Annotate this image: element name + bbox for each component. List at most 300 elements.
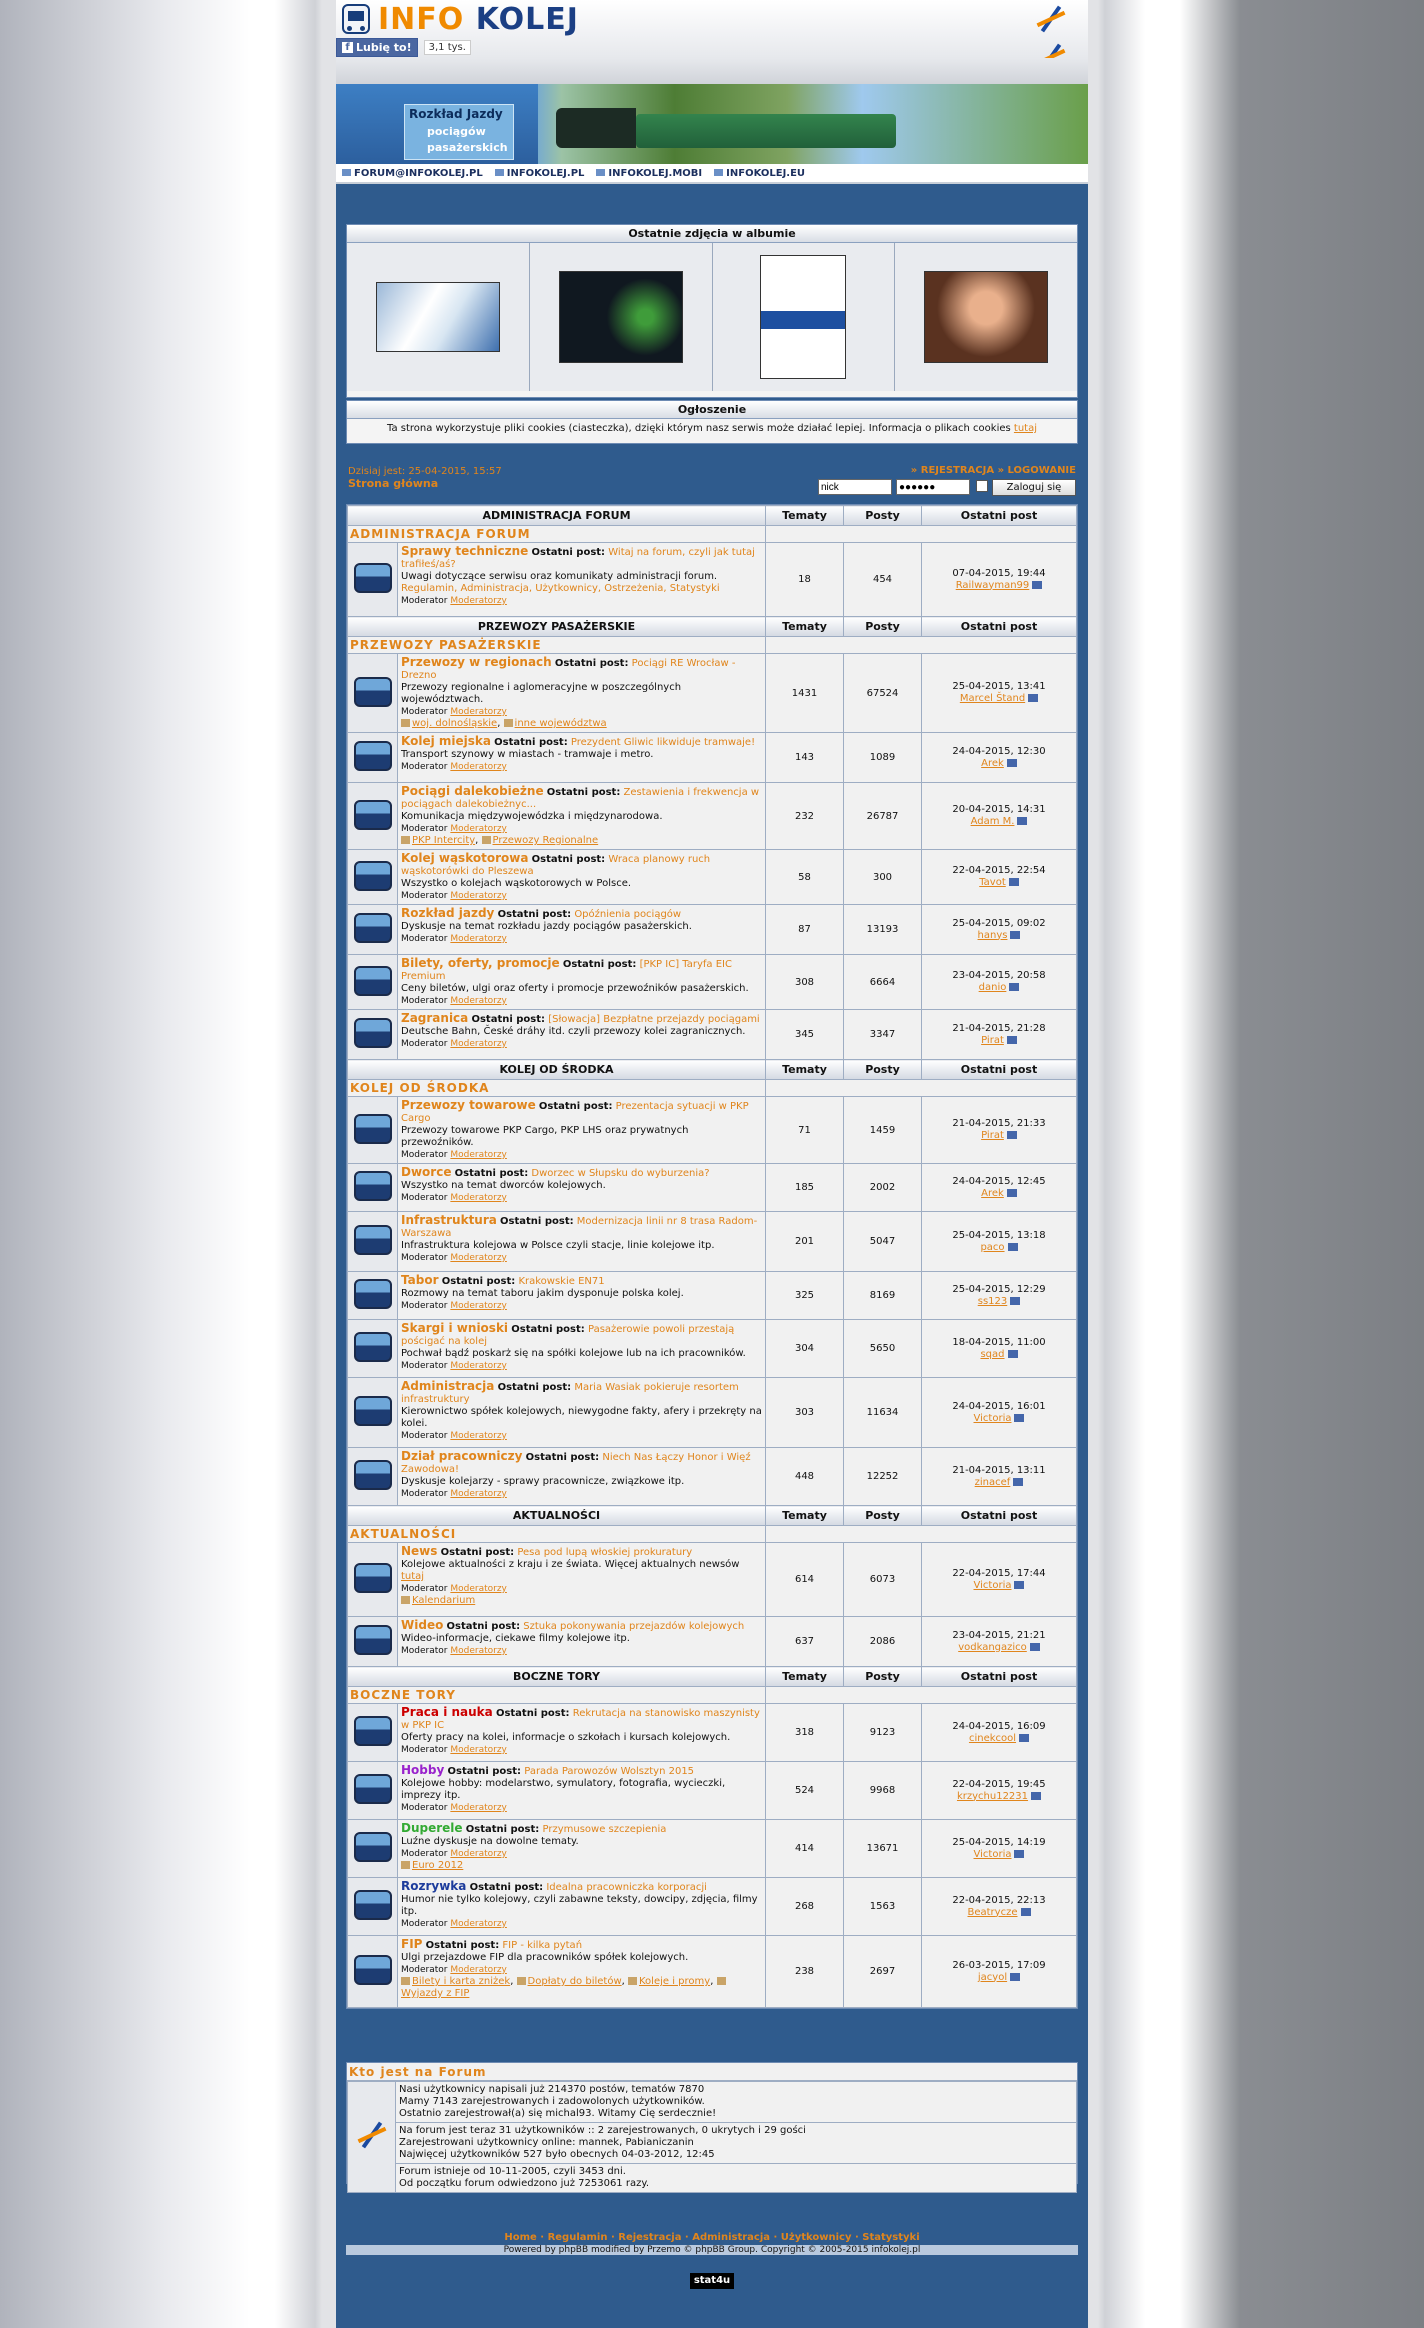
moderators-link[interactable]: Moderatorzy bbox=[450, 762, 507, 772]
goto-last-post-icon[interactable] bbox=[1008, 1243, 1018, 1251]
last-post-user[interactable]: krzychu12231 bbox=[956, 1790, 1029, 1802]
topics-count: 185 bbox=[766, 1164, 844, 1212]
subforum-link[interactable]: Wyjazdy z FIP bbox=[401, 1988, 470, 1999]
goto-last-post-icon[interactable] bbox=[1019, 1734, 1029, 1742]
last-post-topic[interactable]: Krakowskie EN71 bbox=[518, 1276, 605, 1287]
section-header[interactable]: BOCZNE TORY bbox=[348, 1667, 766, 1687]
forum-desc-cell: Przewozy w regionach Ostatni post: Pociągi RE Wrocław - Drezno Przewozy regionalne i aglomeracyjne w poszczególnych województwach. Moderator Moderatorzy woj. dolnośląskie, inne województwa bbox=[398, 654, 766, 733]
col-posts: Posty bbox=[844, 617, 922, 637]
moderators-link[interactable]: Moderatorzy bbox=[450, 824, 507, 834]
stat4u-badge[interactable]: stat4u bbox=[690, 2273, 734, 2289]
forum-icon-cell bbox=[348, 1272, 398, 1320]
moderators-link[interactable]: Moderatorzy bbox=[450, 1584, 507, 1594]
announcement-title: Ogłoszenie bbox=[347, 401, 1077, 419]
last-post-topic[interactable]: Przymusowe szczepienia bbox=[542, 1824, 667, 1835]
moderators-link[interactable]: Moderatorzy bbox=[450, 1039, 507, 1049]
goto-last-post-icon[interactable] bbox=[1014, 1414, 1024, 1422]
last-post-date: 25-04-2015, 13:18 bbox=[952, 1229, 1046, 1241]
last-post-topic[interactable]: Parada Parowozów Wolsztyn 2015 bbox=[524, 1766, 695, 1777]
who-table bbox=[347, 2081, 1077, 2193]
forum-icon-cell bbox=[348, 905, 398, 955]
logo-text-kolej: KOLEJ bbox=[475, 1, 579, 37]
goto-last-post-icon[interactable] bbox=[1032, 581, 1042, 589]
site-header bbox=[336, 0, 1088, 84]
forum-name[interactable]: Pociągi dalekobieżne bbox=[401, 784, 544, 798]
col-posts: Posty bbox=[844, 506, 922, 526]
last-post-user[interactable]: vodkangazico bbox=[958, 1641, 1027, 1653]
last-post-cell bbox=[922, 1164, 1077, 1212]
forum-description-text: Infrastruktura kolejowa w Polsce czyli stacje, linie kolejowe itp. bbox=[401, 1240, 715, 1251]
forum-icon-cell bbox=[348, 1448, 398, 1506]
last-post-user[interactable]: Tavot bbox=[979, 877, 1006, 888]
forum-description-text: Uwagi dotyczące serwisu oraz komunikaty administracji forum. bbox=[401, 571, 718, 582]
link-infokolej-pl[interactable]: INFOKOLEJ.PL bbox=[495, 168, 585, 179]
moderators-link[interactable]: Moderatorzy bbox=[450, 1489, 507, 1499]
forum-name[interactable]: Dział pracowniczy bbox=[401, 1449, 523, 1463]
forum-description-text: Wideo-informacje, ciekawe filmy kolejowe itp. bbox=[401, 1633, 630, 1644]
forum-name[interactable]: Przewozy w regionach bbox=[401, 655, 552, 669]
goto-last-post-icon[interactable] bbox=[1013, 1478, 1023, 1486]
topics-count: 87 bbox=[766, 905, 844, 955]
posts-count: 1563 bbox=[844, 1878, 922, 1936]
page-wrapper bbox=[336, 0, 1088, 2328]
topics-count: 637 bbox=[766, 1617, 844, 1667]
register-link[interactable]: » REJESTRACJA bbox=[910, 465, 995, 476]
forum-description-text: Przewozy regionalne i aglomeracyjne w poszczególnych województwach. bbox=[401, 682, 682, 705]
facebook-like-button[interactable] bbox=[336, 38, 418, 57]
last-post-user[interactable]: Pirat bbox=[981, 1034, 1004, 1046]
forum-train-icon bbox=[354, 1114, 392, 1144]
forum-train-icon bbox=[354, 677, 392, 707]
forum-desc-cell: FIP Ostatni post: FIP - kilka pytań Ulgi przejazdowe FIP dla pracowników spółek kolejowych. Moderator Moderatorzy Bilety i karta zniżek, Dopłaty do biletów, Koleje i promy, Wyjazdy z FIP bbox=[398, 1936, 766, 2008]
last-post-topic[interactable]: Dworzec w Słupsku do wyburzenia? bbox=[531, 1168, 710, 1179]
goto-last-post-icon[interactable] bbox=[1007, 1036, 1017, 1044]
moderators-link[interactable]: Moderatorzy bbox=[450, 1253, 507, 1263]
moderator-label: Moderator bbox=[401, 1431, 448, 1441]
last-post-user[interactable]: Victoria bbox=[973, 1848, 1012, 1860]
last-post-label: Ostatni post: bbox=[525, 1452, 600, 1463]
link-infokolej-eu[interactable]: INFOKOLEJ.EU bbox=[714, 168, 805, 179]
last-post-label: Ostatni post: bbox=[441, 1276, 516, 1287]
forum-train-icon bbox=[354, 1396, 392, 1426]
goto-last-post-icon[interactable] bbox=[1028, 694, 1038, 702]
forum-description-text: Kierownictwo spółek kolejowych, niewygodne fakty, afery i przekręty na kolei. bbox=[401, 1406, 762, 1429]
forum-description-text: Kolejowe hobby: modelarstwo, symulatory, fotografia, wycieczki, imprezy itp. bbox=[401, 1778, 726, 1801]
steam-train-image bbox=[636, 114, 896, 148]
facebook-like[interactable] bbox=[336, 38, 471, 56]
album-panel bbox=[346, 224, 1078, 398]
last-post-topic[interactable]: Sztuka pokonywania przejazdów kolejowych bbox=[523, 1621, 745, 1632]
forum-name[interactable]: Infrastruktura bbox=[401, 1213, 497, 1227]
moderators-link[interactable]: Moderatorzy bbox=[450, 1849, 507, 1859]
album-cell[interactable] bbox=[895, 243, 1077, 391]
moderator-label: Moderator bbox=[401, 1646, 448, 1656]
forum-icon-cell bbox=[348, 1212, 398, 1272]
last-post-label: Ostatni post: bbox=[511, 1324, 585, 1335]
footer bbox=[346, 2232, 1078, 2289]
last-post-cell bbox=[922, 543, 1077, 617]
album-title: Ostatnie zdjęcia w albumie bbox=[347, 225, 1077, 243]
topics-count: 18 bbox=[766, 543, 844, 617]
goto-last-post-icon[interactable] bbox=[1010, 1297, 1020, 1305]
timetable-banner[interactable] bbox=[336, 84, 1088, 164]
forum-name[interactable]: Praca i nauka bbox=[401, 1705, 493, 1719]
last-post-topic[interactable]: Witaj na forum, czyli jak tutaj trafiłeś/aś? bbox=[401, 547, 755, 570]
footer-links[interactable]: Home · Regulamin · Rejestracja · Administracja · Użytkownicy · Statystyki bbox=[504, 2232, 920, 2243]
forum-desc-cell bbox=[398, 955, 766, 1010]
topics-count: 318 bbox=[766, 1704, 844, 1762]
last-post-topic[interactable]: Prezentacja sytuacji w PKP Cargo bbox=[401, 1101, 749, 1124]
goto-last-post-icon[interactable] bbox=[1007, 759, 1017, 767]
moderator-label: Moderator bbox=[401, 762, 448, 772]
last-post-date: 25-04-2015, 12:29 bbox=[952, 1283, 1046, 1295]
col-last-post: Ostatni post bbox=[922, 506, 1077, 526]
section-header[interactable]: KOLEJ OD ŚRODKA bbox=[348, 1060, 766, 1080]
last-post-user[interactable]: Pirat bbox=[981, 1130, 1004, 1141]
forum-name[interactable]: Administracja bbox=[401, 1379, 495, 1393]
last-post-date: 21-04-2015, 21:28 bbox=[952, 1022, 1046, 1034]
goto-last-post-icon[interactable] bbox=[1010, 1973, 1020, 1981]
subforum-link[interactable]: Przewozy Regionalne bbox=[492, 835, 599, 846]
moderator-label: Moderator bbox=[401, 1301, 448, 1311]
last-post-user[interactable]: Victoria bbox=[973, 1412, 1012, 1424]
last-post-cell bbox=[922, 1543, 1077, 1617]
forum-description bbox=[401, 1952, 762, 1964]
category-title[interactable]: ADMINISTRACJA FORUM bbox=[348, 526, 766, 543]
forum-desc-cell bbox=[398, 1543, 766, 1617]
forum-description-text: Przewozy towarowe PKP Cargo, PKP LHS oraz prywatnych przewoźników. bbox=[401, 1125, 689, 1148]
forum-desc-cell bbox=[398, 850, 766, 905]
section-header[interactable]: PRZEWOZY PASAŻERSKIE bbox=[348, 617, 766, 637]
last-post-label: Ostatni post: bbox=[497, 1382, 572, 1393]
goto-last-post-icon[interactable] bbox=[1009, 983, 1019, 991]
who-title: Kto jest na Forum bbox=[347, 2063, 1077, 2081]
moderators-link[interactable]: Moderatorzy bbox=[450, 1745, 507, 1755]
last-post-date: 22-04-2015, 22:54 bbox=[952, 865, 1046, 876]
col-last-post: Ostatni post bbox=[922, 1667, 1077, 1687]
forum-name[interactable]: Skargi i wnioski bbox=[401, 1321, 509, 1335]
last-post-cell bbox=[922, 1617, 1077, 1667]
last-post-topic[interactable]: Rekrutacja na stanowisko maszynisty w PKP IC bbox=[401, 1708, 760, 1731]
banner-timetable-box bbox=[404, 104, 514, 160]
last-post-user[interactable]: cinekcool bbox=[968, 1732, 1017, 1744]
last-post-label: Ostatni post: bbox=[425, 1940, 500, 1951]
forum-train-icon bbox=[354, 861, 392, 891]
forum-row bbox=[348, 1320, 1077, 1378]
forum-icon-cell bbox=[348, 543, 398, 617]
last-post-cell bbox=[922, 733, 1077, 783]
posts-count: 2697 bbox=[844, 1936, 922, 2008]
subforum-link[interactable]: Euro 2012 bbox=[412, 1860, 464, 1871]
forum-name[interactable]: Dworce bbox=[401, 1165, 452, 1179]
last-post-topic[interactable]: Maria Wasiak pokieruje resortem infrastruktury bbox=[401, 1382, 739, 1405]
col-posts: Posty bbox=[844, 1506, 922, 1526]
last-post-cell bbox=[922, 850, 1077, 905]
forum-description bbox=[401, 1180, 762, 1192]
forum-description bbox=[401, 1406, 762, 1430]
forum-name[interactable]: News bbox=[401, 1544, 438, 1558]
moderators-link[interactable]: Moderatorzy bbox=[450, 1193, 507, 1203]
moderators-link[interactable]: Moderatorzy bbox=[450, 596, 507, 606]
last-post-label: Ostatni post: bbox=[454, 1168, 529, 1179]
login-row bbox=[346, 466, 1078, 506]
site-logo[interactable] bbox=[342, 2, 579, 36]
col-last-post: Ostatni post bbox=[922, 1506, 1077, 1526]
last-post-cell bbox=[922, 1212, 1077, 1272]
goto-last-post-icon[interactable] bbox=[1014, 1850, 1024, 1858]
last-post-user[interactable]: zinacef bbox=[974, 1476, 1011, 1488]
last-post-user[interactable]: danio bbox=[978, 982, 1007, 993]
forum-extra-links[interactable]: Regulamin, Administracja, Użytkownicy, Ostrzeżenia, Statystyki bbox=[401, 583, 720, 594]
last-post-topic[interactable]: Wraca planowy ruch wąskotorówki do Pleszewa bbox=[401, 854, 711, 877]
forum-description bbox=[401, 878, 762, 890]
forum-desc-cell bbox=[398, 1617, 766, 1667]
last-post-user[interactable]: sqad bbox=[980, 1348, 1005, 1360]
album-thumb-cab[interactable] bbox=[559, 271, 683, 363]
forum-icon-cell bbox=[348, 1936, 398, 2008]
announcement-body: Ta strona wykorzystuje pliki cookies (ciasteczka), dzięki którym nasz serwis może działać lepiej. Informacja o plikach cookies bbox=[386, 423, 1011, 434]
topics-count: 524 bbox=[766, 1762, 844, 1820]
posts-count: 5047 bbox=[844, 1212, 922, 1272]
goto-last-post-icon[interactable] bbox=[1030, 1643, 1040, 1651]
moderators-link[interactable]: Moderatorzy bbox=[450, 707, 507, 717]
last-post-topic[interactable]: Zestawienia i frekwencja w pociągach dalekobieżnyc... bbox=[401, 787, 760, 810]
forum-name[interactable]: Rozrywka bbox=[401, 1879, 467, 1893]
album-thumb-person[interactable] bbox=[924, 271, 1048, 363]
last-post-user[interactable]: Marcel Štand bbox=[959, 693, 1026, 704]
moderators-link[interactable]: Moderatorzy bbox=[450, 1150, 507, 1160]
link-infokolej-mobi[interactable]: INFOKOLEJ.MOBI bbox=[596, 168, 702, 179]
last-post-cell bbox=[922, 1936, 1077, 2008]
last-post-cell bbox=[922, 1762, 1077, 1820]
last-post-date: 26-03-2015, 17:09 bbox=[952, 1959, 1046, 1971]
forum-name[interactable]: Zagranica bbox=[401, 1011, 469, 1025]
forum-row bbox=[348, 1617, 1077, 1667]
last-post-topic[interactable]: Opóźnienia pociągów bbox=[574, 909, 682, 920]
moderator-label: Moderator bbox=[401, 891, 448, 901]
forum-icon-cell bbox=[348, 1378, 398, 1448]
moderator-label: Moderator bbox=[401, 1919, 448, 1929]
forum-name[interactable]: Kolej wąskotorowa bbox=[401, 851, 529, 865]
album-thumb-train[interactable] bbox=[376, 282, 500, 352]
last-post-topic[interactable]: [PKP IC] Taryfa EIC Premium bbox=[401, 959, 732, 982]
goto-last-post-icon[interactable] bbox=[1007, 1131, 1017, 1139]
forum-description-text: Humor nie tylko kolejowy, czyli zabawne teksty, dowcipy, zdjęcia, filmy itp. bbox=[401, 1894, 758, 1917]
last-post-user[interactable]: jacyol bbox=[977, 1971, 1008, 1983]
posts-count: 454 bbox=[844, 543, 922, 617]
moderators-link[interactable]: Moderatorzy bbox=[450, 1301, 507, 1311]
topics-count: 303 bbox=[766, 1378, 844, 1448]
last-post-user[interactable]: Adam M. bbox=[970, 816, 1015, 827]
login-button[interactable]: Zaloguj się bbox=[992, 479, 1076, 496]
subforum-link[interactable]: inne województwa bbox=[514, 718, 607, 729]
forum-name[interactable]: Sprawy techniczne bbox=[401, 544, 529, 558]
moderators-link[interactable]: Moderatorzy bbox=[450, 1965, 507, 1975]
category-title[interactable]: KOLEJ OD ŚRODKA bbox=[348, 1080, 766, 1097]
category-title[interactable]: AKTUALNOŚCI bbox=[348, 1526, 766, 1543]
last-post-user[interactable]: ss123 bbox=[977, 1295, 1008, 1307]
forum-train-icon bbox=[354, 1460, 392, 1490]
last-post-label: Ostatni post: bbox=[554, 658, 629, 669]
last-post-date: 07-04-2015, 19:44 bbox=[952, 567, 1046, 579]
forum-description bbox=[401, 1125, 762, 1149]
like-label: Lubię to! bbox=[356, 40, 412, 54]
login-link[interactable]: » LOGOWANIE bbox=[997, 465, 1076, 476]
last-post-topic[interactable]: Pociągi RE Wrocław - Drezno bbox=[401, 658, 736, 681]
goto-last-post-icon[interactable] bbox=[1031, 1792, 1041, 1800]
moderators-link[interactable]: Moderatorzy bbox=[450, 1803, 507, 1813]
moderators-link[interactable]: Moderatorzy bbox=[450, 1361, 507, 1371]
moderator-label: Moderator bbox=[401, 1745, 448, 1755]
topics-count: 71 bbox=[766, 1097, 844, 1164]
forum-row bbox=[348, 1097, 1077, 1164]
forum-name[interactable]: Duperele bbox=[401, 1821, 463, 1835]
forum-name[interactable]: Hobby bbox=[401, 1763, 445, 1777]
album-cell[interactable] bbox=[530, 243, 713, 391]
forum-description bbox=[401, 571, 762, 583]
goto-last-post-icon[interactable] bbox=[1017, 817, 1027, 825]
subforum-link[interactable]: Dopłaty do biletów bbox=[527, 1976, 622, 1987]
cookies-link[interactable]: tutaj bbox=[1013, 423, 1038, 434]
subforum-icon bbox=[628, 1977, 637, 1985]
topics-count: 614 bbox=[766, 1543, 844, 1617]
link-forum-email[interactable]: FORUM@INFOKOLEJ.PL bbox=[342, 168, 483, 179]
last-post-user[interactable]: Railwayman99 bbox=[955, 579, 1030, 591]
goto-last-post-icon[interactable] bbox=[1010, 931, 1020, 939]
goto-last-post-icon[interactable] bbox=[1009, 878, 1019, 886]
moderators-link[interactable]: Moderatorzy bbox=[450, 1919, 507, 1929]
last-post-topic[interactable]: Pasażerowie powoli przestają pościgać na kolej bbox=[401, 1324, 735, 1347]
forum-name[interactable]: Przewozy towarowe bbox=[401, 1098, 536, 1112]
moderator-label: Moderator bbox=[401, 1193, 448, 1203]
forum-desc-cell bbox=[398, 733, 766, 783]
forum-description bbox=[401, 749, 762, 761]
moderators-link[interactable]: Moderatorzy bbox=[450, 934, 507, 944]
goto-last-post-icon[interactable] bbox=[1007, 1189, 1017, 1197]
last-post-user[interactable]: Victoria bbox=[973, 1579, 1012, 1591]
logo-text-info: INFO bbox=[378, 1, 465, 37]
last-post-topic[interactable]: Idealna pracowniczka korporacji bbox=[546, 1882, 707, 1893]
moderators-link[interactable]: Moderatorzy bbox=[450, 1431, 507, 1441]
category-title[interactable]: BOCZNE TORY bbox=[348, 1687, 766, 1704]
moderators-link[interactable]: Moderatorzy bbox=[450, 996, 507, 1006]
goto-last-post-icon[interactable] bbox=[1014, 1581, 1024, 1589]
forum-row bbox=[348, 1543, 1077, 1617]
moderators-link[interactable]: Moderatorzy bbox=[450, 1646, 507, 1656]
home-link[interactable]: Strona główna bbox=[348, 477, 439, 490]
section-header[interactable]: AKTUALNOŚCI bbox=[348, 1506, 766, 1526]
subforum-link[interactable]: Bilety i karta zniżek bbox=[412, 1976, 511, 1987]
forum-row bbox=[348, 1378, 1077, 1448]
posts-count: 13671 bbox=[844, 1820, 922, 1878]
topics-count: 345 bbox=[766, 1010, 844, 1060]
goto-last-post-icon[interactable] bbox=[1008, 1350, 1018, 1358]
last-post-cell bbox=[922, 1097, 1077, 1164]
last-post-date: 24-04-2015, 16:01 bbox=[952, 1400, 1046, 1412]
like-count: 3,1 tys. bbox=[424, 40, 471, 55]
last-post-date: 24-04-2015, 12:45 bbox=[952, 1175, 1046, 1187]
subforum-link[interactable]: Koleje i promy bbox=[638, 1976, 711, 1987]
subforum-icon bbox=[717, 1977, 726, 1985]
last-post-label: Ostatni post: bbox=[494, 737, 568, 748]
forum-name[interactable]: FIP bbox=[401, 1937, 423, 1951]
last-post-topic[interactable]: Pesa pod lupą włoskiej prokuratury bbox=[517, 1547, 693, 1558]
goto-last-post-icon[interactable] bbox=[1021, 1908, 1031, 1916]
forum-icon-cell bbox=[348, 1010, 398, 1060]
banner-title: Rozkład Jazdy bbox=[409, 107, 503, 121]
forum-name[interactable]: Rozkład jazdy bbox=[401, 906, 495, 920]
album-cell[interactable] bbox=[713, 243, 896, 391]
subforum-link[interactable]: PKP Intercity bbox=[412, 835, 476, 846]
forum-desc-cell bbox=[398, 1820, 766, 1878]
forum-icon-cell bbox=[348, 1878, 398, 1936]
forum-description bbox=[401, 1348, 762, 1360]
pkp-cross-icon bbox=[1036, 4, 1066, 34]
forum-name[interactable]: Kolej miejska bbox=[401, 734, 491, 748]
forum-train-icon bbox=[354, 1774, 392, 1804]
forum-name[interactable]: Wideo bbox=[401, 1618, 444, 1632]
password-input[interactable] bbox=[896, 479, 970, 495]
who-online-now: Na forum jest teraz 31 użytkowników :: 2 zarejestrowanych, 0 ukrytych i 29 gości bbox=[399, 2125, 806, 2136]
last-post-topic[interactable]: Modernizacja linii nr 8 trasa Radom-Warszawa bbox=[401, 1216, 758, 1239]
forum-train-icon bbox=[354, 966, 392, 996]
autologin-checkbox[interactable] bbox=[976, 480, 988, 492]
last-post-cell bbox=[922, 905, 1077, 955]
moderator-label: Moderator bbox=[401, 1489, 448, 1499]
last-post-user[interactable]: Beatrycze bbox=[967, 1906, 1018, 1918]
last-post-topic[interactable]: [Słowacja] Bezpłatne przejazdy pociągami bbox=[548, 1014, 760, 1025]
last-post-user[interactable]: hanys bbox=[977, 929, 1008, 941]
news-more-link[interactable]: tutaj bbox=[401, 1571, 425, 1582]
album-thumb-poster[interactable] bbox=[760, 255, 846, 379]
moderator-label: Moderator bbox=[401, 996, 448, 1006]
album-cell[interactable] bbox=[347, 243, 530, 391]
topics-count: 201 bbox=[766, 1212, 844, 1272]
last-post-topic[interactable]: FIP - kilka pytań bbox=[502, 1940, 583, 1951]
category-title[interactable]: PRZEWOZY PASAŻERSKIE bbox=[348, 637, 766, 654]
nick-input[interactable] bbox=[818, 479, 892, 495]
last-post-cell bbox=[922, 1272, 1077, 1320]
subforum-link[interactable]: woj. dolnośląskie bbox=[412, 718, 498, 729]
forum-desc-cell bbox=[398, 1704, 766, 1762]
last-post-user[interactable]: Arek bbox=[981, 757, 1004, 769]
col-last-post: Ostatni post bbox=[922, 1060, 1077, 1080]
last-post-label: Ostatni post: bbox=[546, 787, 621, 798]
last-post-topic[interactable]: Prezydent Gliwic likwiduje tramwaje! bbox=[570, 737, 756, 748]
subforum-link[interactable]: Kalendarium bbox=[412, 1595, 476, 1606]
posts-count: 1089 bbox=[844, 733, 922, 783]
forum-name[interactable]: Bilety, oferty, promocje bbox=[401, 956, 560, 970]
last-post-topic[interactable]: Niech Nas Łączy Honor i Więź Zawodowa! bbox=[401, 1452, 751, 1475]
forum-row bbox=[348, 1936, 1077, 2008]
last-post-user[interactable]: paco bbox=[980, 1241, 1005, 1253]
forum-description bbox=[401, 921, 762, 933]
forum-train-icon bbox=[354, 741, 392, 771]
last-post-user[interactable]: Arek bbox=[981, 1187, 1004, 1199]
last-post-date: 25-04-2015, 14:19 bbox=[952, 1836, 1046, 1848]
subforum-icon bbox=[401, 1596, 410, 1604]
moderators-link[interactable]: Moderatorzy bbox=[450, 891, 507, 901]
last-post-label: Ostatni post: bbox=[469, 1882, 544, 1893]
forum-desc-cell bbox=[398, 1762, 766, 1820]
subforum-icon bbox=[401, 1977, 410, 1985]
forum-train-icon bbox=[354, 1563, 392, 1593]
section-header[interactable]: ADMINISTRACJA FORUM bbox=[348, 506, 766, 526]
forum-description bbox=[401, 682, 762, 706]
forum-name[interactable]: Tabor bbox=[401, 1273, 439, 1287]
forum-description-text: Wszystko o kolejach wąskotorowych w Polsce. bbox=[401, 878, 632, 889]
forum-row bbox=[348, 733, 1077, 783]
